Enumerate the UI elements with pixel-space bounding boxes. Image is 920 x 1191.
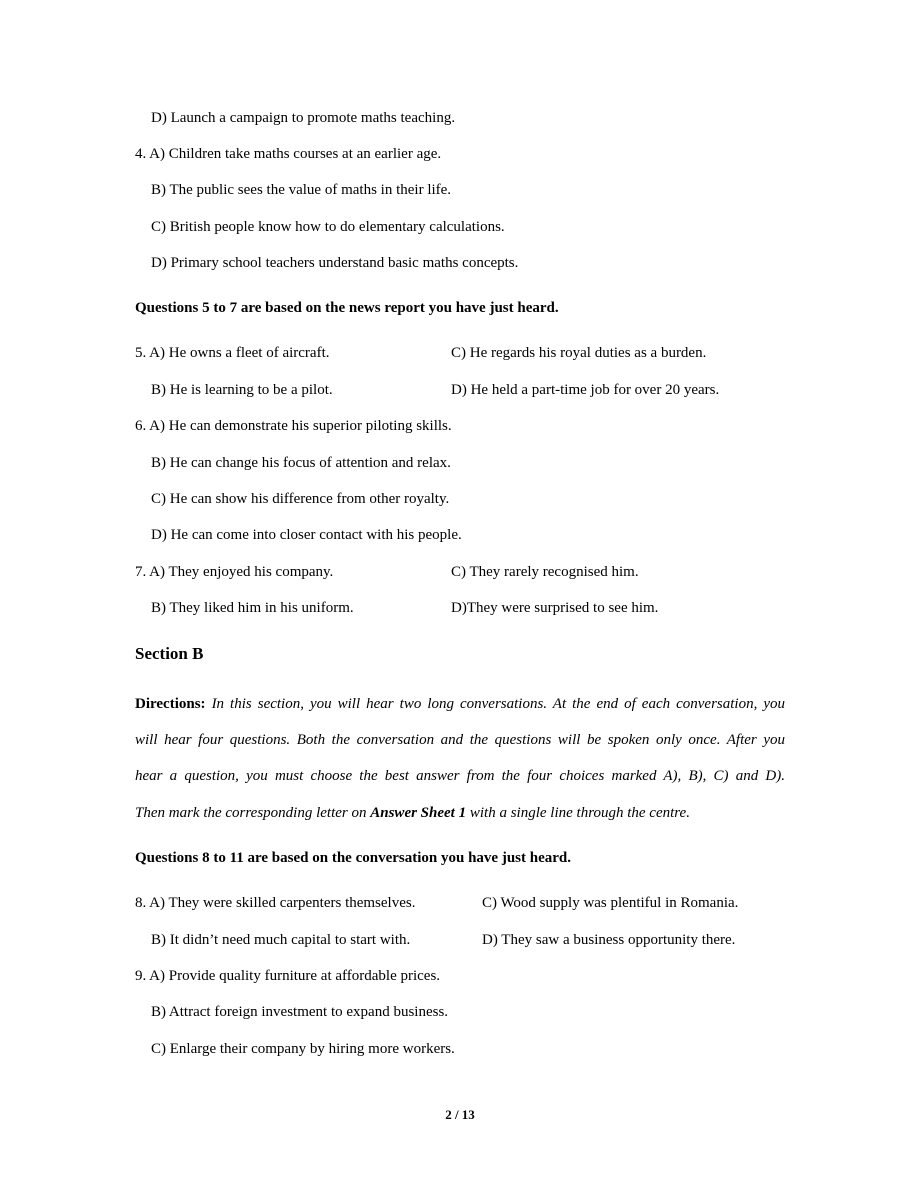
q9-option-c: C) Enlarge their company by hiring more workers. [151, 1041, 455, 1057]
q6-option-b: B) He can change his focus of attention and relax. [151, 455, 451, 471]
directions-label: Directions: [135, 696, 206, 712]
q5-option-d: D) He held a part-time job for over 20 years. [451, 382, 720, 398]
directions-line-1 [135, 695, 785, 713]
q6-option-a: 6. A) He can demonstrate his superior piloting skills. [135, 418, 452, 434]
directions-line-2 [135, 731, 785, 749]
q8-option-b: B) It didn’t need much capital to start with. [151, 932, 411, 948]
questions-5-7-heading: Questions 5 to 7 are based on the news report you have just heard. [135, 300, 559, 316]
q8-option-a: 8. A) They were skilled carpenters themselves. [135, 895, 416, 911]
q9-option-b: B) Attract foreign investment to expand business. [151, 1004, 449, 1020]
answer-sheet-ref: Answer Sheet 1 [370, 805, 467, 821]
directions-text-4a: Then mark the corresponding letter on [135, 805, 367, 821]
q6-option-c: C) He can show his difference from other royalty. [151, 491, 450, 507]
q9-option-a: 9. A) Provide quality furniture at affordable prices. [135, 968, 441, 984]
directions-text-4b: with a single line through the centre. [469, 805, 690, 821]
q5-option-a: 5. A) He owns a fleet of aircraft. [135, 345, 330, 361]
q6-option-d: D) He can come into closer contact with his people. [151, 527, 462, 543]
q4-option-c: C) British people know how to do elementary calculations. [151, 219, 505, 235]
q4-option-a: 4. A) Children take maths courses at an earlier age. [135, 146, 442, 162]
q7-option-c: C) They rarely recognised him. [451, 564, 639, 580]
page-number: 2 / 13 [445, 1107, 475, 1122]
q7-option-b: B) They liked him in his uniform. [151, 600, 354, 616]
q4-option-b: B) The public sees the value of maths in their life. [151, 182, 452, 198]
questions-8-11-heading: Questions 8 to 11 are based on the conversation you have just heard. [135, 850, 571, 866]
q5-option-c: C) He regards his royal duties as a burden. [451, 345, 707, 361]
q3-option-d: D) Launch a campaign to promote maths teaching. [151, 110, 456, 126]
q4-option-d: D) Primary school teachers understand basic maths concepts. [151, 255, 519, 271]
q8-option-d: D) They saw a business opportunity there. [482, 932, 736, 948]
directions-text-1: In this section, you will hear two long conversations. At the end of each conversation, you [211, 696, 785, 712]
directions-text-2: will hear four questions. Both the conversation and the questions will be spoken only once. After you [135, 732, 785, 748]
q7-option-a: 7. A) They enjoyed his company. [135, 564, 334, 580]
q5-option-b: B) He is learning to be a pilot. [151, 382, 333, 398]
q7-option-d: D)They were surprised to see him. [451, 600, 659, 616]
directions-line-3 [135, 767, 785, 785]
directions-text-3: hear a question, you must choose the best answer from the four choices marked A), B), C) and D). [135, 768, 785, 784]
directions-line-4 [135, 804, 785, 822]
section-b-heading: Section B [135, 644, 204, 663]
q8-option-c: C) Wood supply was plentiful in Romania. [482, 895, 739, 911]
